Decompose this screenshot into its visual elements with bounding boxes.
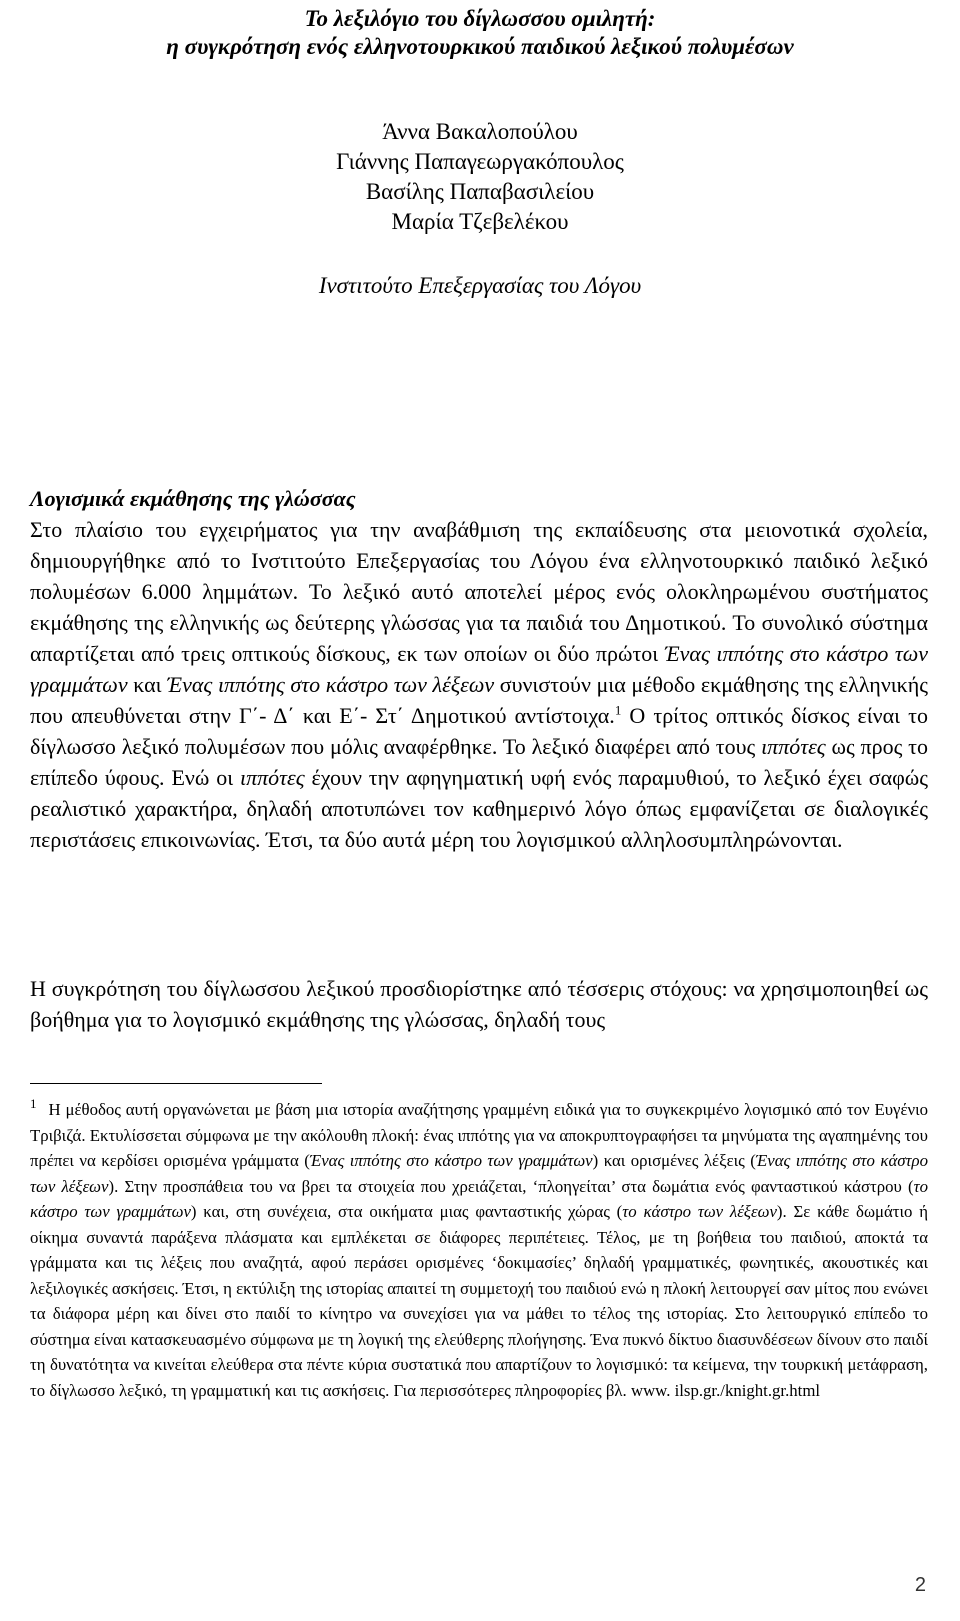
italic-title: Ένας ιππότης στο κάστρο των λέξεων bbox=[167, 672, 495, 697]
paragraph-text: συνιστούν μια μέθοδο εκμάθησης της ελληνικής που απευθύνεται στην Γ΄- Δ΄ και Ε΄- Στ΄ Δημοτικού αντίστοιχα. bbox=[30, 672, 928, 728]
italic-term: ιππότες bbox=[761, 734, 826, 759]
italic-term: ιππότες bbox=[240, 765, 305, 790]
paragraph-text: Ο τρίτος οπτικός δίσκος είναι το δίγλωσσο λεξικό πολυμέσων που μόλις αναφέρθηκε. Το λεξικό διαφέρει από τους bbox=[30, 703, 928, 759]
page-number: 2 bbox=[914, 1574, 926, 1596]
author-name: Βασίλης Παπαβασιλείου bbox=[365, 179, 595, 204]
author-name: Άννα Βακαλοπούλου bbox=[382, 119, 578, 144]
paragraph-text: Στο πλαίσιο του εγχειρήματος για την αναβάθμιση της εκπαίδευσης στα μειονοτικά σχολεία, δημιουργήθηκε από το Ινστιτούτο Επεξεργασίας του Λόγου ένα ελληνοτουρκικό παιδικό λεξικό πολυμέσων 6.000 λημμάτων. Το λεξικό αυτό αποτελεί μέρος ενός ολοκληρωμένου συστήματος εκμάθησης της ελληνικής ως δεύτερης γλώσσας για τα παιδιά του Δημοτικού. Το συνολικό σύστημα απαρτίζεται από τρεις οπτικούς δίσκους, εκ των οποίων οι δύο πρώτοι bbox=[30, 517, 928, 666]
author-name: Γιάννης Παπαγεωργακόπουλος bbox=[336, 149, 624, 174]
footnote-separator bbox=[30, 1083, 322, 1084]
section-heading: Λογισμικά εκμάθησης της γλώσσας bbox=[30, 486, 356, 511]
italic-title: το κάστρο των γραμμάτων bbox=[30, 1176, 928, 1221]
paper-title-line-1: Το λεξιλόγιο του δίγλωσσου ομιλητή: bbox=[304, 6, 656, 31]
paragraph-text: ως προς το επίπεδο ύφους. Ενώ οι bbox=[30, 734, 928, 790]
italic-title: Ένας ιππότης στο κάστρο των γραμμάτων bbox=[309, 1151, 593, 1170]
institution: Ινστιτούτο Επεξεργασίας του Λόγου bbox=[318, 273, 642, 298]
author-name: Μαρία Τζεβελέκου bbox=[391, 209, 569, 234]
footnote-reference[interactable]: 1 bbox=[614, 702, 622, 718]
section-paragraph-1 bbox=[30, 483, 928, 855]
footnote-text: ). Στην προσπάθεια του να βρει τα στοιχεία που χρειάζεται, ‘πλοηγείται’ στα δωμάτια ενός φανταστικού κάστρου ( bbox=[108, 1176, 914, 1196]
footnote-text: ). Σε κάθε δωμάτιο ή οίκημα συναντά παράξενα πλάσματα και εμπλέκεται σε διάφορες περιπέτειες. Τέλος, με τη βοήθεια του παιδιού, αποκτά τα γράμματα και τις λέξεις που αναζητά, αφού περάσει ορισμένες ‘δοκιμασίες’ δηλαδή γραμματικές, φωνητικές, ακουστικές και λεξιλογικές ασκήσεις. Έτσι, η εκτύλιξη της ιστορίας απαιτεί τη συμμετοχή του παιδιού ενώ η πλοκή λειτουργεί σαν μίτος που ενώνει τα διάφορα μέρη και δίνει στο παιδί το κίνητρο να συνεχίσει για να μάθει το τέλος της ιστορίας. Στο λειτουργικό επίπεδο το σύστημα είναι κατασκευασμένο σύμφωνα με τη λογική της ελεύθερης πλοήγησης. Ένα πυκνό δίκτυο διασυνδέσεων δίνουν στο παιδί τη δυνατότητα να κινείται ελεύθερα στα πέντε κύρια συστατικά που απαρτίζουν το λογισμικό: τα κείμενα, την τουρκική μετάφραση, το δίγλωσσο λεξικό, τη γραμματική και τις ασκήσεις. Για περισσότερες πληροφορίες βλ. www. ilsp.gr./knight.gr.html bbox=[30, 1202, 929, 1400]
italic-title: το κάστρο των λέξεων bbox=[622, 1202, 777, 1221]
footnote bbox=[30, 1097, 928, 1403]
section-paragraph-2: Η συγκρότηση του δίγλωσσου λεξικού προσδιορίστηκε από τέσσερις στόχους: να χρησιμοποιηθεί ως βοήθημα για το λογισμικό εκμάθησης της γλώσσας, δηλαδή τους bbox=[30, 976, 928, 1032]
italic-title: Ένας ιππότης στο κάστρο των γραμμάτων bbox=[30, 641, 928, 697]
footnote-text: ) και, στη συνέχεια, στα οικήματα μιας φανταστικής χώρας ( bbox=[190, 1202, 623, 1221]
italic-title: Ένας ιππότης στο κάστρο των λέξεων bbox=[30, 1151, 928, 1196]
footnote-number: 1 bbox=[30, 1096, 37, 1112]
paragraph-text: και bbox=[127, 672, 168, 697]
footnote-text: ) και ορισμένες λέξεις ( bbox=[592, 1151, 756, 1170]
footnote-text: Η μέθοδος αυτή οργανώνεται με βάση μια ιστορία αναζήτησης γραμμένη ειδικά για το συγκεκριμένο λογισμικό από τον Ευγένιο Τριβιζά. Εκτυλίσσεται σύμφωνα με την ακόλουθη πλοκή: ένας ιππότης για να αποκρυπτογραφήσει τα μηνύματα της αγαπημένης του πρέπει να κερδίσει ορισμένα γράμματα ( bbox=[30, 1100, 928, 1170]
paragraph-text: έχουν την αφηγηματική υφή ενός παραμυθιού, το λεξικό έχει σαφώς ρεαλιστικό χαρακτήρα, δηλαδή αποτυπώνει τον καθημερινό λόγο όπως εμφανίζεται σε διαλογικές περιστάσεις επικοινωνίας. Έτσι, τα δύο αυτά μέρη του λογισμικού αλληλοσυμπληρώνονται. bbox=[30, 765, 928, 852]
paper-title-line-2: η συγκρότηση ενός ελληνοτουρκικού παιδικού λεξικού πολυμέσων bbox=[166, 34, 794, 59]
